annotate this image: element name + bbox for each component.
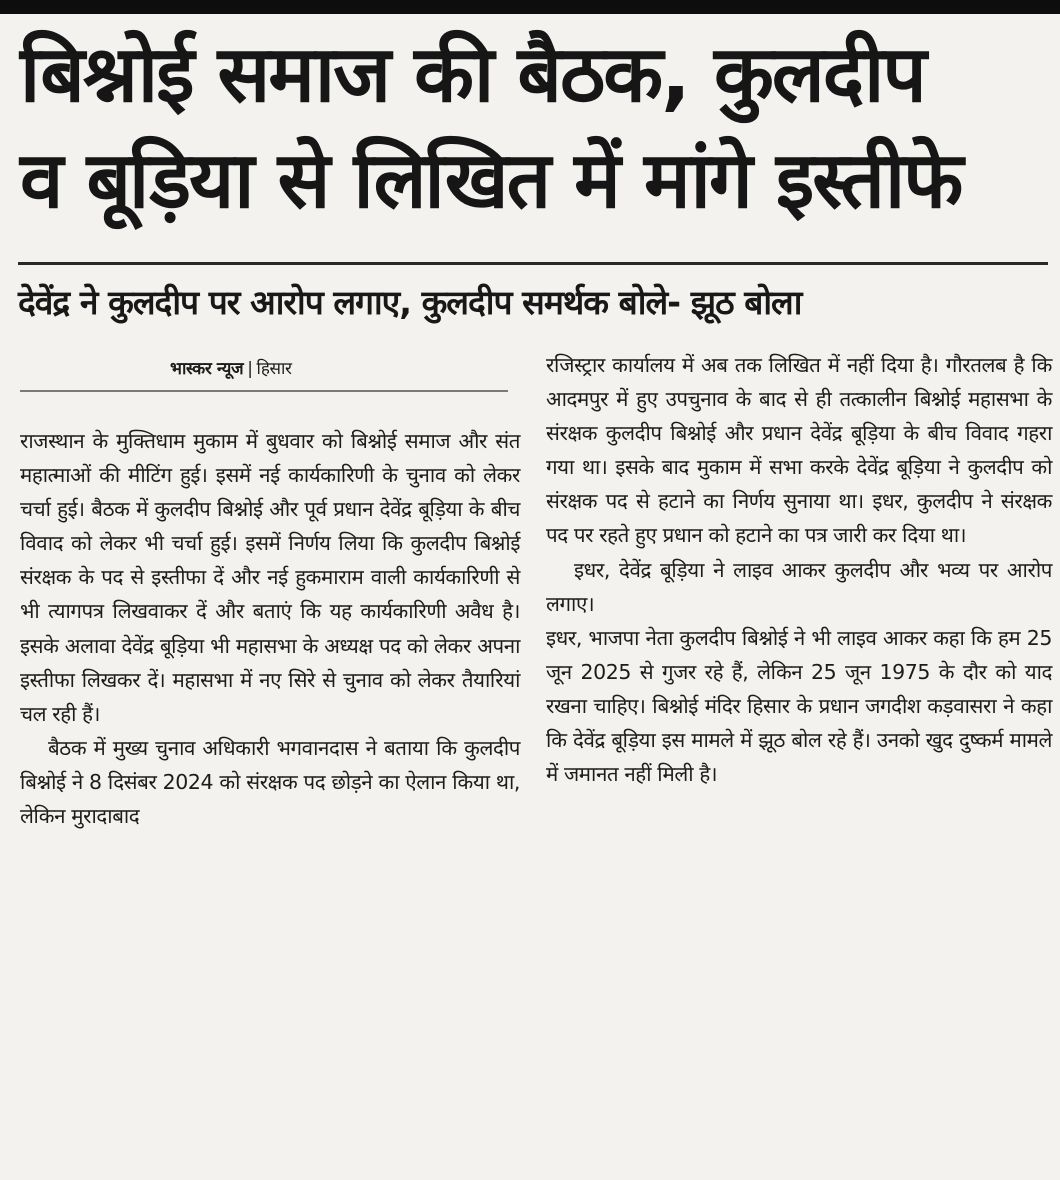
byline-divider [20,390,508,392]
headline-divider [18,262,1048,265]
headline-line-2: व बूड़िया से लिखित में मांगे इस्तीफे [20,136,962,226]
article-column-right [546,348,1052,791]
subheadline: देवेंद्र ने कुलदीप पर आरोप लगाए, कुलदीप समर्थक बोले- झूठ बोला [18,283,802,322]
right-paragraph-3: इधर, भाजपा नेता कुलदीप बिश्नोई ने भी लाइव आकर कहा कि हम 25 जून 2025 से गुजर रहे हैं, लेकिन 25 जून 1975 के दौर को याद रखना चाहिए। बिश्नोई मंदिर हिसार के प्रधान जगदीश कड़वासरा ने कहा कि देवेंद्र बूड़िया इस मामले में झूठ बोल रहे हैं। उनको खुद दुष्कर्म मामले में जमानत नहीं मिली है। [546,625,1052,787]
byline-location: हिसार [256,359,292,379]
headline [20,22,1050,234]
right-paragraph-2: इधर, देवेंद्र बूड़िया ने लाइव आकर कुलदीप और भव्य पर आरोप लगाए। [546,557,1052,616]
top-border [0,0,1060,14]
byline [20,348,520,390]
left-paragraph-2: बैठक में मुख्य चुनाव अधिकारी भगवानदास ने बताया कि कुलदीप बिश्नोई ने 8 दिसंबर 2024 को संरक्षक पद छोड़ने का ऐलान किया था, लेकिन मुरादाबाद [20,735,520,829]
left-paragraph-1: राजस्थान के मुक्तिधाम मुकाम में बुधवार को बिश्नोई समाज और संत महात्माओं की मीटिंग हुई। इसमें नई कार्यकारिणी के चुनाव को लेकर चर्चा हुई। बैठक में कुलदीप बिश्नोई और पूर्व प्रधान देवेंद्र बूड़िया के बीच विवाद को लेकर भी चर्चा हुई। इसमें निर्णय लिया कि कुलदीप बिश्नोई संरक्षक के पद से इस्तीफा दें और नई हुकमाराम वाली कार्यकारिणी से भी त्यागपत्र लिखवाकर दें और बताएं कि यह कार्यकारिणी अवैध है। इसके अलावा देवेंद्र बूड़िया भी महासभा के अध्यक्ष पद को लेकर अपना इस्तीफा लिखकर दें। महासभा में नए सिरे से चुनाव को लेकर तैयारियां चल रही हैं। [20,429,520,726]
byline-separator: | [247,359,253,379]
right-paragraph-1: रजिस्ट्रार कार्यालय में अब तक लिखित में नहीं दिया है। गौरतलब है कि आदमपुर में हुए उपचुनाव के बाद से ही तत्कालीन बिश्नोई महासभा के संरक्षक कुलदीप बिश्नोई और प्रधान देवेंद्र बूड़िया के बीच विवाद गहरा गया था। इसके बाद मुकाम में सभा करके देवेंद्र बूड़िया ने कुलदीप को संरक्षक पद से हटाने का निर्णय सुनाया था। इधर, कुलदीप ने संरक्षक पद पर रहते हुए प्रधान को हटाने का पत्र जारी कर दिया था। [546,353,1052,548]
headline-line-1: बिश्नोई समाज की बैठक, कुलदीप [20,30,925,120]
article-column-left [20,348,520,833]
byline-source: भास्कर न्यूज [170,359,244,379]
